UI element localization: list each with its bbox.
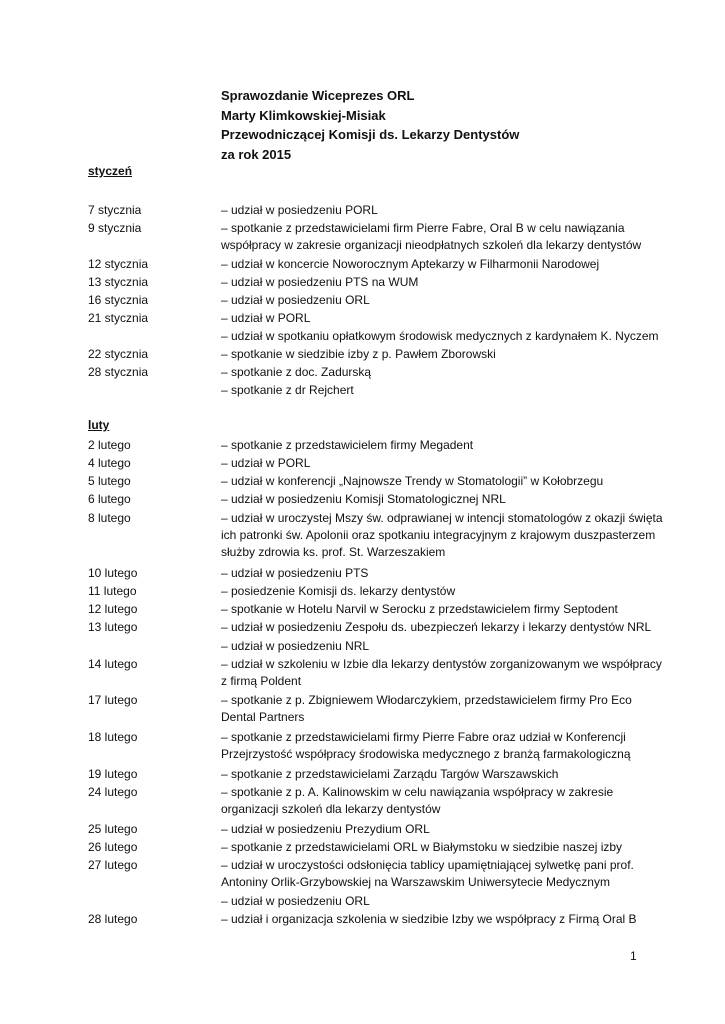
entry-line: – udział w uroczystości odsłonięcia tablicy upamiętniającej sylwetkę pani prof. [221,858,634,872]
entry-line: ich patronki św. Apolonii oraz spotkaniu integracyjnym z krajowym duszpasterzem [221,528,656,542]
entry-line: – udział w uroczystej Mszy św. odprawianej w intencji stomatologów z okazji święta [221,511,663,525]
entry-description [221,310,684,327]
entry-line: Przejrzystość współpracy środowiska medycznego z branżą farmakologiczną [221,747,631,761]
entry-line: Antoniny Orlik-Grzybowskiej na Warszawskim Uniwersytecie Medycznym [221,875,610,889]
entry-line: – spotkanie z przedstawicielami ORL w Białymstoku w siedzibie naszej izby [221,840,623,854]
entry-date: 5 lutego [88,474,131,488]
entry-line: – spotkanie z doc. Zadurską [221,365,372,379]
entry-line: – udział w posiedzeniu NRL [221,639,370,653]
entry-line: – spotkanie z przedstawicielami Zarządu Targów Warszawskich [221,767,559,781]
entry-line: – udział w posiedzeniu PTS [221,566,369,580]
entry-line: – udział w szkoleniu w Izbie dla lekarzy dentystów zorganizowanym we współpracy [221,657,662,671]
entry-line: – spotkanie w Hotelu Narvil w Serocku z przedstawicielem firmy Septodent [221,602,618,616]
entry-line: – udział w posiedzeniu Komisji Stomatologicznej NRL [221,492,506,506]
entry-description [221,491,684,508]
entry-description [221,911,684,928]
entry-line: – spotkanie z p. A. Kalinowskim w celu nawiązania współpracy w zakresie [221,785,614,799]
entry-date: 8 lutego [88,511,131,525]
entry-line: organizacji szkoleń dla lekarzy dentystów [221,802,441,816]
entry-date: 19 lutego [88,767,138,781]
entry-description [221,274,684,291]
entry-line: – spotkanie z p. Zbigniewem Włodarczykiem, przedstawicielem firmy Pro Eco [221,693,632,707]
entry-line: – udział w posiedzeniu PTS na WUM [221,275,419,289]
entry-description [221,619,684,636]
entry-line: – udział i organizacja szkolenia w siedzibie Izby we współpracy z Firmą Oral B [221,912,637,926]
entry-description [221,328,684,345]
entry-description [221,784,684,818]
entry-description [221,455,684,472]
entry-line: – udział w spotkaniu opłatkowym środowisk medycznych z kardynałem K. Nyczem [221,329,659,343]
entry-line: Dental Partners [221,710,305,724]
entry-date: 27 lutego [88,858,138,872]
entry-description [221,729,684,763]
entry-line: – udział w PORL [221,311,311,325]
entry-description [221,346,684,363]
title-line: Sprawozdanie Wiceprezes ORL [221,88,415,103]
entry-line: – udział w konferencji „Najnowsze Trendy w Stomatologii” w Kołobrzegu [221,474,604,488]
entry-description [221,382,684,399]
entry-line: – spotkanie z przedstawicielami firmy Pierre Fabre oraz udział w Konferencji [221,730,626,744]
entry-line: – udział w posiedzeniu Zespołu ds. ubezpieczeń lekarzy i lekarzy dentystów NRL [221,620,652,634]
entry-date: 18 lutego [88,730,138,744]
entry-date: 14 lutego [88,657,138,671]
entry-date: 12 stycznia [88,257,149,271]
entry-line: z firmą Poldent [221,674,302,688]
entry-line: – udział w posiedzeniu ORL [221,293,370,307]
entry-description [221,857,684,891]
entry-date: 22 stycznia [88,347,149,361]
entry-description [221,692,684,726]
entry-date: 21 stycznia [88,311,149,325]
entry-line: – spotkanie z dr Rejchert [221,383,354,397]
entry-date: 9 stycznia [88,221,142,235]
entry-date: 10 lutego [88,566,138,580]
entry-description [221,583,684,600]
entry-line: – udział w posiedzeniu ORL [221,894,370,908]
entry-description [221,510,684,561]
title-line: Przewodniczącej Komisji ds. Lekarzy Dentystów [221,127,520,142]
entry-description [221,565,684,582]
entry-date: 7 stycznia [88,203,142,217]
entry-line: służby zdrowia ks. prof. St. Warzeszakiem [221,545,446,559]
entry-line: – spotkanie z przedstawicielem firmy Megadent [221,438,474,452]
entry-line: – udział w posiedzeniu Prezydium ORL [221,822,430,836]
entry-date: 28 lutego [88,912,138,926]
entry-date: 17 lutego [88,693,138,707]
month-heading: luty [88,418,110,432]
entry-date: 4 lutego [88,456,131,470]
entry-date: 12 lutego [88,602,138,616]
entry-date: 25 lutego [88,822,138,836]
entry-date: 11 lutego [88,584,137,598]
title-line: za rok 2015 [221,146,292,162]
entry-date: 28 stycznia [88,365,149,379]
entry-line: – udział w PORL [221,456,311,470]
month-heading: styczeń [88,164,133,178]
entry-description [221,202,684,219]
entry-line: – udział w posiedzeniu PORL [221,203,378,217]
entry-description [221,766,684,783]
entry-line: współpracy w zakresie organizacji nieodpłatnych szkoleń dla lekarzy dentystów [221,238,642,252]
entry-date: 13 lutego [88,620,138,634]
entry-date: 13 stycznia [88,275,149,289]
entry-description [221,638,684,655]
entry-description [221,821,684,838]
entry-description [221,601,684,618]
entry-description [221,656,684,690]
entry-line: – posiedzenie Komisji ds. lekarzy dentystów [221,584,456,598]
entry-line: – udział w koncercie Noworocznym Aptekarzy w Filharmonii Narodowej [221,257,600,271]
entry-description [221,473,684,490]
page-number: 1 [630,949,637,963]
entry-line: – spotkanie w siedzibie izby z p. Pawłem Zborowski [221,347,496,361]
entry-description [221,220,684,254]
entry-date: 24 lutego [88,785,138,799]
entry-date: 26 lutego [88,840,138,854]
entry-description [221,256,684,273]
entry-description [221,364,684,381]
entry-date: 2 lutego [88,438,131,452]
entry-description [221,893,684,910]
entry-description [221,437,684,454]
entry-date: 16 stycznia [88,293,149,307]
report-title [221,86,681,164]
entry-date: 6 lutego [88,492,131,506]
entry-description [221,839,684,856]
title-line: Marty Klimkowskiej-Misiak [221,107,386,123]
entry-description [221,292,684,309]
entry-line: – spotkanie z przedstawicielami firm Pierre Fabre, Oral B w celu nawiązania [221,221,625,235]
